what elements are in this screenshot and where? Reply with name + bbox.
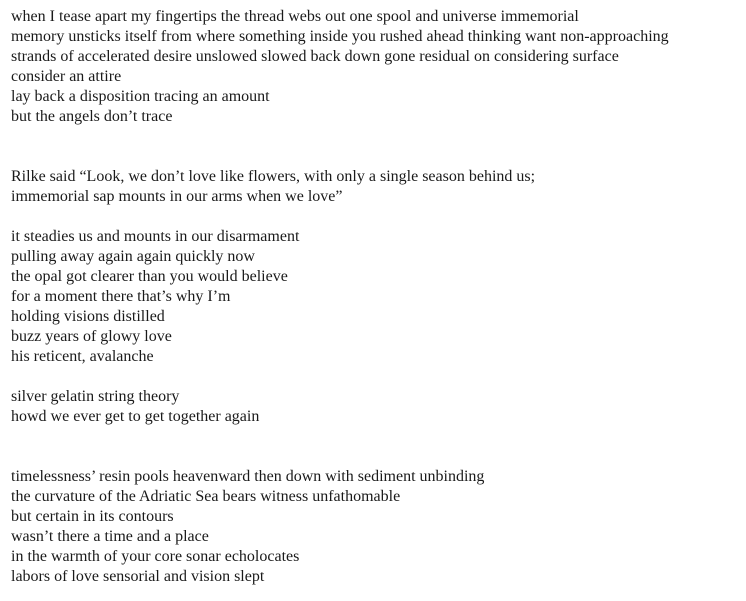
poem-line: howd we ever get to get together again <box>11 408 260 425</box>
poem-line: labors of love sensorial and vision slept <box>11 568 265 585</box>
poem-line: but the angels don’t trace <box>11 108 173 125</box>
poem-line: buzz years of glowy love <box>11 328 172 345</box>
poem-line: lay back a disposition tracing an amount <box>11 88 270 105</box>
poem-line: in the warmth of your core sonar echolocates <box>11 548 300 565</box>
stanza-2 <box>11 167 741 207</box>
poem-line: the opal got clearer than you would believe <box>11 268 288 285</box>
stanza-gap <box>11 427 741 467</box>
stanza-gap <box>11 367 741 387</box>
stanza-gap <box>11 127 741 167</box>
poem-line: holding visions distilled <box>11 308 165 325</box>
stanza-5 <box>11 467 741 587</box>
poem-line: Rilke said “Look, we don’t love like flowers, with only a single season behind us; <box>11 168 536 185</box>
poem-line: for a moment there that’s why I’m <box>11 288 231 305</box>
poem-line: when I tease apart my fingertips the thread webs out one spool and universe immemorial <box>11 8 579 25</box>
poem-line: timelessness’ resin pools heavenward then down with sediment unbinding <box>11 468 485 485</box>
poem-line: pulling away again again quickly now <box>11 248 255 265</box>
poem-line: memory unsticks itself from where something inside you rushed ahead thinking want non-approaching <box>11 28 669 45</box>
poem-page <box>11 7 741 587</box>
stanza-gap <box>11 207 741 227</box>
poem-line: the curvature of the Adriatic Sea bears witness unfathomable <box>11 488 401 505</box>
poem-line: immemorial sap mounts in our arms when we love” <box>11 188 343 205</box>
poem-line: wasn’t there a time and a place <box>11 528 209 545</box>
stanza-1 <box>11 7 741 127</box>
poem-line: but certain in its contours <box>11 508 174 525</box>
poem-line: silver gelatin string theory <box>11 388 180 405</box>
stanza-3 <box>11 227 741 367</box>
poem-line: it steadies us and mounts in our disarmament <box>11 228 300 245</box>
poem-line: consider an attire <box>11 68 122 85</box>
stanza-4 <box>11 387 741 427</box>
poem-line: his reticent, avalanche <box>11 348 154 365</box>
poem-line: strands of accelerated desire unslowed slowed back down gone residual on considering surface <box>11 48 619 65</box>
